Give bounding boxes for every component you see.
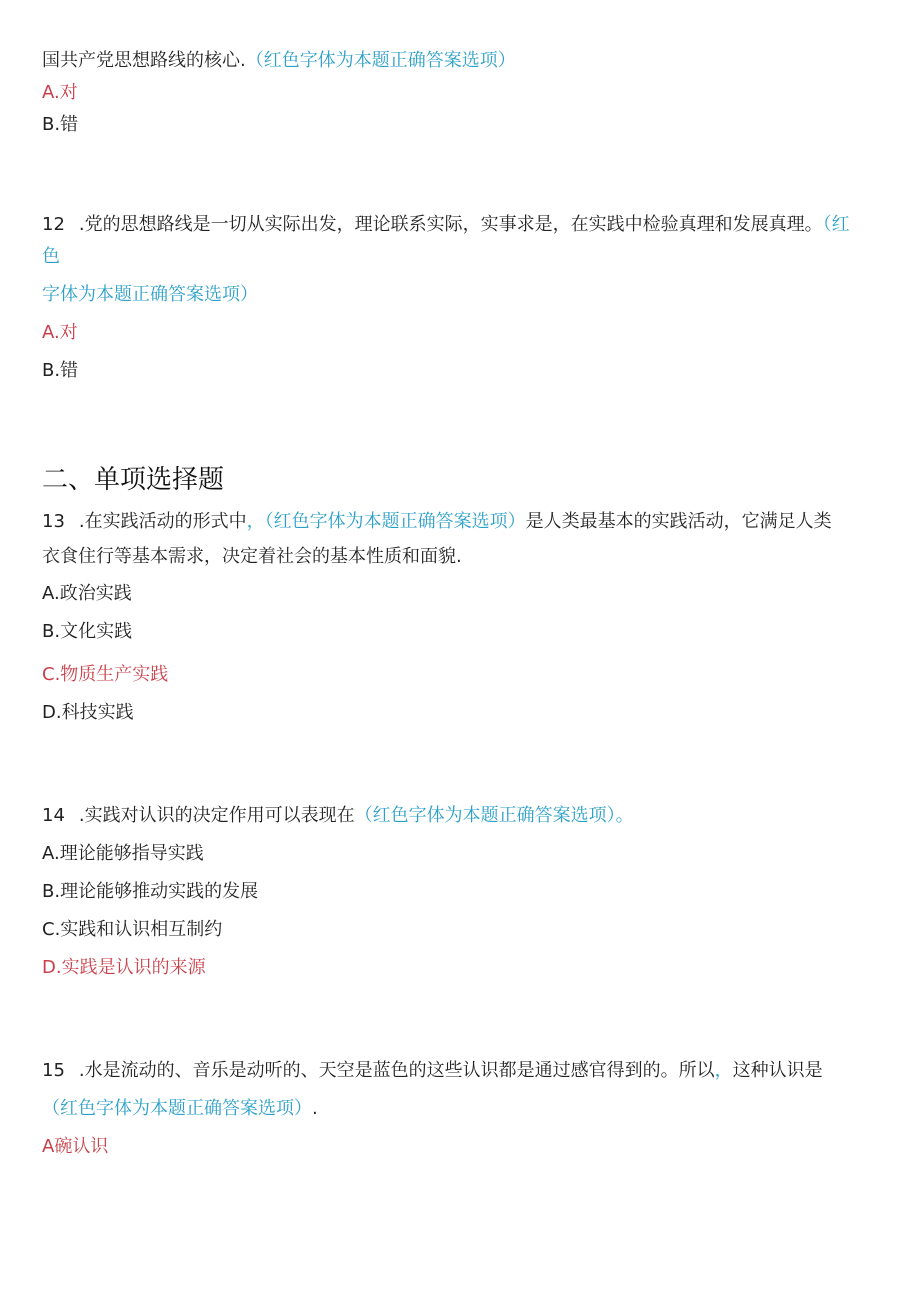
- q15-option-a: A碗认识: [42, 1136, 109, 1157]
- question-14-number: 14: [42, 805, 65, 826]
- question-15-text: [42, 1059, 823, 1083]
- q14-option-c: C.实践和认识相互制约: [42, 919, 223, 940]
- answer-hint-part1: （红: [822, 214, 850, 235]
- question-15-stem-cont: 这种认识是: [732, 1060, 823, 1081]
- answer-hint: （红色字体为本题正确答案选项）: [245, 50, 516, 71]
- section-title: 二、单项选择题: [42, 465, 225, 495]
- question-12-text: [42, 213, 850, 237]
- q12-option-a: A.对: [42, 322, 78, 343]
- q13-option-a: A.政治实践: [42, 583, 132, 604]
- answer-hint-part2: 色: [42, 246, 60, 267]
- q14-option-b: B.理论能够推动实践的发展: [42, 881, 259, 902]
- q11-option-b: B.错: [42, 114, 79, 135]
- q13-option-b: B.文化实践: [42, 621, 133, 642]
- question-13-number: 13: [42, 511, 65, 532]
- question-14-text: [42, 804, 634, 828]
- question-15-line2: [42, 1097, 318, 1121]
- q14-option-d: D.实践是认识的来源: [42, 957, 206, 978]
- question-15-stem: .水是流动的、音乐是动听的、天空是蓝色的这些认识都是通过感官得到的。所以: [78, 1060, 715, 1081]
- q11-option-a: A.对: [42, 82, 78, 103]
- question-13-text: [42, 510, 832, 534]
- question-11-text: [42, 49, 516, 73]
- answer-hint: ，（红色字体为本题正确答案选项）: [246, 511, 526, 532]
- question-13-line2: 衣食住行等基本需求，决定着社会的基本性质和面貌.: [42, 546, 462, 567]
- question-14-stem: .实践对认识的决定作用可以表现在: [78, 805, 355, 826]
- q13-option-c: C.物质生产实践: [42, 664, 169, 685]
- answer-hint: （红色字体为本题正确答案选项）。: [354, 805, 634, 826]
- q12-option-b: B.错: [42, 360, 79, 381]
- q13-option-d: D.科技实践: [42, 702, 134, 723]
- q14-option-a: A.理论能够指导实践: [42, 843, 204, 864]
- answer-hint: （红色字体为本题正确答案选项）: [42, 1098, 312, 1119]
- question-15-number: 15: [42, 1060, 65, 1081]
- question-13-stem: .在实践活动的形式中: [78, 511, 247, 532]
- question-15-period: .: [312, 1098, 318, 1119]
- answer-hint-part3: 字体为本题正确答案选项）: [42, 284, 258, 305]
- comma-mark: ，: [714, 1060, 733, 1081]
- question-13-stem-cont: 是人类最基本的实践活动，它满足人类: [525, 511, 832, 532]
- question-12-stem: .党的思想路线是一切从实际出发，理论联系实际，实事求是，在实践中检验真理和发展真理。: [78, 214, 823, 235]
- question-12-number: 12: [42, 214, 65, 235]
- question-11-stem: 国共产党思想路线的核心.: [42, 50, 246, 71]
